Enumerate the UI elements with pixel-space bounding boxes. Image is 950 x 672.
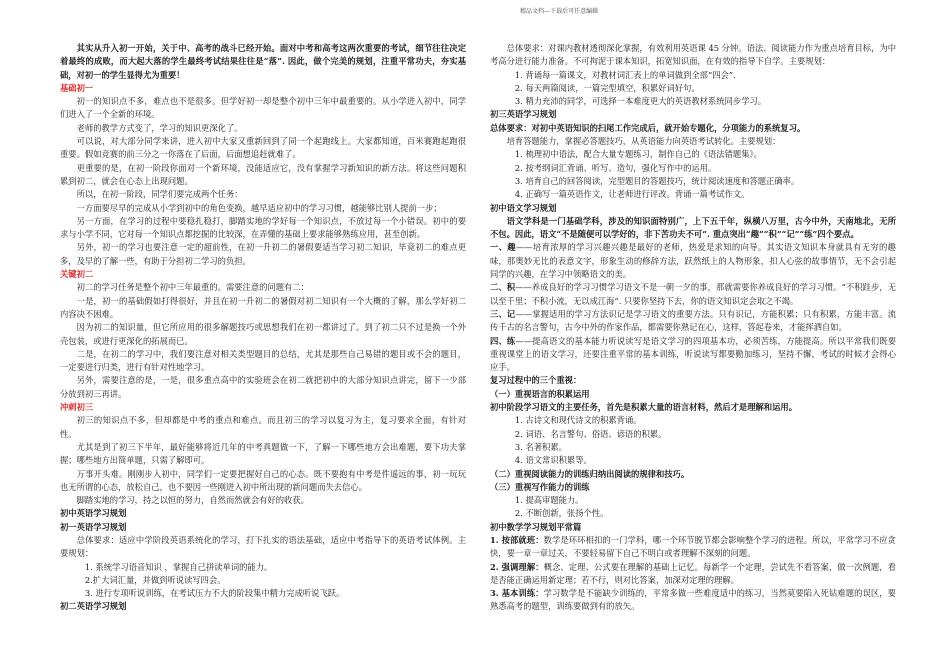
- paragraph: 另一方面，在学习的过程中要稳扎稳打，脚踏实地的学好每一个知识点，不放过每一个小错误。初中的要求与小学不同，它对每一个知识点都挖掘的比较深，在弄懂的基础上要求能够熟练应用，甚至创新。: [60, 215, 466, 240]
- paragraph: 万事开头难。刚刚步入初中，同学们一定要把握好自己的心态。既不要抱有中考是件遥远的事，初一玩玩也无所谓的心态，放松自己，也不要因一些刚进入初中所出现的新问题而失去信心。: [60, 468, 466, 492]
- key-text: ——掌握适用的学习方法识记是学习语文的重要方法。只有识记，方能积累；只有积累，方能丰富。流传千古的名言警句，古今中外的作家作品，都需要你熟记在心，这样，答起卷来，才能挥洒自如。: [490, 308, 896, 333]
- math-label: 3. 基本训练：: [490, 588, 544, 599]
- paragraph: 老师的教学方式变了，学习的知识更深化了。: [76, 122, 243, 133]
- requirement-line: 总体要求：对初中英语知识的扫尾工作完成后，就开始专题化，分项能力的系统复习。: [490, 122, 806, 133]
- paragraph: 另外，初一的学习也要注意一定的超前性，在初一升初二的暑假要适当学习初二知识，毕竟初二的难点更多，及早的了解一些，有助于分担初二学习的负担。: [60, 242, 466, 266]
- math-text: 学习数学是不能缺少训练的，平常多做一些难度适中的练习，当然莫要陷入死钻难题的误区，要熟悉高考的题型，训练要做到有的放矢。: [490, 588, 896, 612]
- paragraph: 总体要求：对课内教材透彻深化掌握，有效利用英语课 45 分钟。语法、阅读能力作为重点培育目标，为中考高分进行能力准备。不可拘泥于课本知识，拓宽知识面，在有效的指导下自学。主要规划：: [490, 43, 896, 67]
- math-point: [490, 534, 896, 561]
- paragraph: 初三的知识点不多，但却都是中考的重点和难点。而且初三的学习以复习为主，复习要求全面，有针对性。: [60, 415, 466, 439]
- math-label: 2. 强调理解：: [490, 561, 544, 572]
- list-item: 3. 培育自己的回答阅读，完型题目的答题技巧，统计阅读速度和答题正确率。: [514, 175, 800, 186]
- list-item: 2. 词语、名言警句、俗语、谚语的积累。: [514, 428, 667, 439]
- list-item: 2. 按考纲词汇背诵、听写、造句，强化写作中的运用。: [514, 162, 717, 173]
- list-item: 2.扩大词汇量，并做到听说读写四会。: [84, 574, 226, 585]
- section-title-grade7: 基础初一: [60, 82, 94, 93]
- plan-heading: 初中语文学习规划: [490, 202, 557, 213]
- paragraph: 初一的知识点不多，难点也不是很多。但学好初一却是整个初中三年中最重要的。从小学进入初中，同学们进入了一个全新的环境。: [60, 96, 466, 120]
- paragraph: 初二的学习任务是整个初中三年最重的。需要注意的问题有二：: [76, 282, 309, 293]
- list-item: 1. 梳理初中语法，配合大量专题练习，制作自己的《语法错题集》。: [514, 149, 762, 160]
- key-label: 四、练: [490, 335, 516, 346]
- header-note: 精品文档---下载后可任意编辑: [520, 8, 599, 15]
- math-point: [490, 587, 896, 614]
- review-heading: 复习过程中的三个重视：: [490, 375, 582, 386]
- list-item: 2. 不断创新，张扬个性。: [514, 508, 609, 519]
- key-point: [490, 281, 896, 308]
- key-text: ——养成良好的学习习惯学习语文不是一朝一夕的事，那就需要你养成良好的学习习惯。“不积跬步，无以至千里；不积小流，无以成江海”. 只要你坚持下去，你的语文知识定会取之不竭。: [490, 282, 896, 306]
- paragraph: 所以，在初一阶段，同学们要完成两个任务：: [76, 189, 243, 200]
- key-text: ——培育浓厚的学习兴趣兴趣是最好的老师，热爱是求知的向导。其实语文知识本身就具有无穷的趣味，那奥妙无比的表意文字，形象生动的修辞方法，跃然纸上的人物形象，扣人心弦的故事情节，无不会引起同学的兴趣，在学习中领略语文的美。: [490, 242, 896, 280]
- math-text: 概念、定理、公式要在理解的基础上记忆。每新学一个定理，尝试先不看答案，做一次例题，看是否能正确运用新定理；若不行，则对比答案，加深对定理的理解。: [490, 561, 896, 585]
- list-item: 3. 进行专项听说训练，在考试压力不大的阶段集中精力完成听说飞跃。: [84, 588, 345, 599]
- math-text: 数学是环环相扣的一门学科，哪一个环节脱节都会影响整个学习的进程。所以，平常学习不应贪快，要一章一章过关，不要轻易留下自己不明白或者理解不深刻的问题。: [490, 534, 896, 559]
- key-label: 一、趣: [490, 242, 516, 253]
- review-subheading: （三）重视写作能力的训练: [490, 481, 590, 492]
- left-column: [60, 42, 466, 614]
- paragraph: 因为初二的知识量，但它所应用的很多解题技巧或思想我们在初一都讲过了。到了初二只不过是换一个外壳包装，或进行更深化的拓展而已。: [60, 322, 466, 346]
- section-title-grade9: 冲刺初三: [60, 402, 94, 413]
- plan-heading: 初三英语学习规划: [490, 109, 557, 120]
- review-subheading: （一）重视语言的积累运用: [490, 388, 590, 399]
- math-point: [490, 561, 896, 588]
- section-title-grade8: 关键初二: [60, 269, 94, 280]
- paragraph: 脚踏实地的学习，持之以恒的努力，自然而然就会有好的收获。: [76, 495, 309, 506]
- list-item: 1. 系统学习语音知识 ，掌握自己拼读单词的能力。: [84, 561, 273, 572]
- key-point: [490, 335, 896, 375]
- paragraph: 二是，在初二的学习中，我们要注意对相关类型题目的总结，尤其是那些自己易错的题目或不会的题目，一定要进行归类，进行有针对性地学习。: [60, 348, 466, 373]
- paragraph: 更重要的是，在初一阶段你面对一个新环境，没能适应它，没有掌握学习新知识的新方法。将这些问题积累到初二，就会在心态上出现问题。: [60, 162, 466, 186]
- review-subheading: （二）重视阅读能力的训练归纳出阅读的规律和技巧。: [490, 468, 690, 479]
- paragraph: 一是，初一的基础假如打得很好，并且在初一升初二的暑假对初二知识有一个大概的了解，那么学好初二内容决不困难。: [60, 295, 466, 319]
- review-requirement: 初中阶段学习语文的主要任务，首先是积累大量的语言材料，然后才是理解和运用。: [490, 402, 797, 413]
- list-item: 1. 背诵每一篇课文，对教材词汇表上的单词做到全部“四会”.: [514, 69, 736, 80]
- key-label: 三、记: [490, 308, 516, 319]
- key-text: ——提高语文的基本能力听说读写是语文学习的四项基本功，必须苦练，方能提高。所以平常我们既要重视课堂上的语文学习，还要注重平常的基本训练，听说读写都要勤加练习，坚持不懈，考试的时候才会得心应手。: [490, 335, 896, 373]
- list-item: 1. 提高审题能力。: [514, 495, 584, 506]
- list-item: 4. 语文常识积累等。: [514, 455, 592, 466]
- key-label: 二、积: [490, 282, 516, 293]
- plan-heading: 初中英语学习规划: [60, 508, 127, 519]
- paragraph: 培育答题能力，掌握必答题技巧，从英语能力向英语考试转化。主要规划：: [506, 136, 781, 147]
- paragraph: 另外，需要注意的是，一是，很多重点高中的实验班会在初二就把初中的大部分知识点讲完，留下一少部分放到初三再讲。: [60, 375, 466, 399]
- plan-heading: 初一英语学习规划: [60, 521, 127, 532]
- list-item: 2. 每天两篇阅读，一篇完型填空，积累好词好句。: [514, 82, 700, 93]
- paragraph: 一方面要尽早的完成从小学到初中的角色变换，越早适应初中的学习习惯，越能够比别人提前一步；: [76, 202, 442, 213]
- list-item: 3. 名著积累。: [514, 441, 567, 452]
- right-column: [490, 42, 896, 614]
- chinese-intro: 语文学科是一门基础学科，涉及的知识面特别广，上下五千年，纵横八万里，古今中外，天南地北，无所不包。因此，语文“不是随便可以学好的，非下苦功夫不可”. 重点突出“趣”“积”“记”“练”四个要点。: [490, 215, 896, 240]
- paragraph: 尤其是到了初三下半年，最好能够将近几年的中考真题做一下，了解一下哪些地方会出难题，要下功夫掌握；哪些地方出简单题，只需了解即可。: [60, 441, 466, 466]
- key-point: [490, 241, 896, 281]
- intro-paragraph: 其实从升入初一开始，关于中、高考的战斗已经开始。面对中考和高考这两次重要的考试，细节往往决定着最终的成败，而大起大落的学生最终考试结果往往是“落”. 因此，做个完美的规划，注重平常功夫，夯实基础，对初一的学生显得尤为重要！: [60, 43, 466, 80]
- plan-heading: 初中数学学习规划平常篇: [490, 521, 582, 532]
- math-label: 1. 按部就班：: [490, 534, 544, 545]
- plan-heading: 初二英语学习规划: [60, 601, 127, 612]
- list-item: 1. 古诗文和现代诗文的积累背诵。: [514, 415, 642, 426]
- paragraph: 总体要求：适应中学阶段英语系统化的学习，打下扎实的语法基础，适应中考指导下的英语考试体例。主要规划：: [60, 534, 466, 559]
- key-point: [490, 308, 896, 335]
- paragraph: 可以说，对大部分同学来讲，进入初中大家又重新回到了同一个起跑线上。大家都知道，百米赛跑起跑很重要。假如竞赛的前三分之一你落在了后面，后面想追赶就难了。: [60, 136, 466, 160]
- list-item: 3. 精力充沛的同学，可选择一本难度更大的英语教材系统同步学习。: [514, 96, 767, 107]
- list-item: 4. 正确写一篇英语作文，让老师进行评改。背诵一篇考试作文。: [514, 189, 750, 200]
